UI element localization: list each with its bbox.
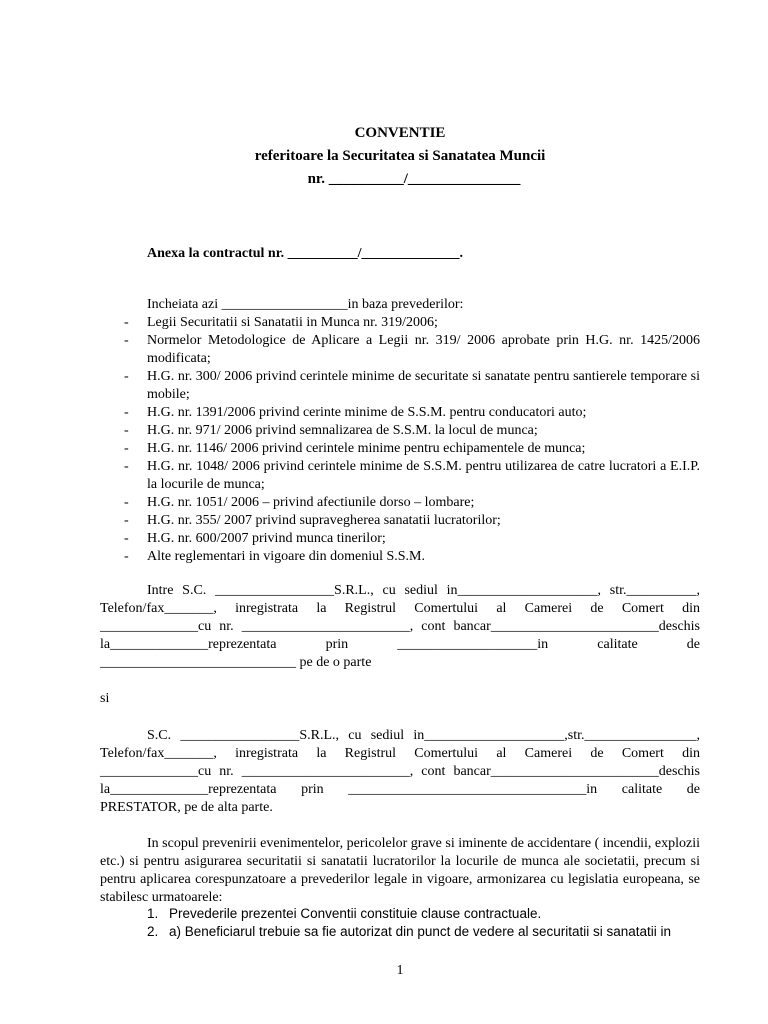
clauses-list xyxy=(100,905,700,941)
party2-line-1: S.C. _________________S.R.L., cu sediul in____________________,str.________________, xyxy=(147,728,700,743)
annex-line: Anexa la contractul nr. __________/______________. xyxy=(147,246,464,261)
party1-line-1: Intre S.C. _________________S.R.L., cu sediul in____________________, str.__________, xyxy=(147,583,700,598)
list-item: 1. Prevederile prezentei Conventii constituie clause contractuale. xyxy=(147,906,542,921)
legal-basis-list xyxy=(100,314,700,566)
list-item: - Alte reglementari in vigoare din domeniul S.S.M. xyxy=(124,549,426,564)
list-item: - H.G. nr. 1048/ 2006 privind cerintele minime de S.S.M. pentru utilizarea de catre lucratori a E.I.P. la locurile de munca; xyxy=(124,459,700,492)
party1-line-2: Telefon/fax_______, inregistrata la Registrul Comertului al Camerei de Comert din xyxy=(100,601,700,616)
conjunction: si xyxy=(100,691,110,706)
party1-line-4: la______________reprezentata prin ____________________in calitate de xyxy=(100,637,700,652)
document-number: nr. __________/_______________ xyxy=(307,171,521,187)
list-item: - H.G. nr. 1051/ 2006 – privind afectiunile dorso – lombare; xyxy=(124,495,475,510)
party2-line-5: PRESTATOR, pe de alta parte. xyxy=(100,800,273,815)
list-item: 2. a) Beneficiarul trebuie sa fie autorizat din punct de vedere al securitatii si sanatatii in xyxy=(147,924,672,939)
list-item: - H.G. nr. 600/2007 privind munca tinerilor; xyxy=(124,531,386,546)
purpose-paragraph: In scopul prevenirii evenimentelor, pericolelor grave si iminente de accidentare ( incendii, explozii etc.) si pentru asigurarea securitatii si sanatatii lucratorilor la locurile de munca ale societatii, precum si pentru aplicarea corespunzatoare a prevederilor legale in vigoare, armonizarea cu legislatia europeana, se stabilesc urmatoarele: xyxy=(100,836,700,905)
party2-line-2: Telefon/fax_______, inregistrata la Registrul Comertului al Camerei de Comert din xyxy=(100,746,700,761)
list-item: - H.G. nr. 971/ 2006 privind semnalizarea de S.S.M. la locul de munca; xyxy=(124,423,538,438)
list-item: - Normelor Metodologice de Aplicare a Legii nr. 319/ 2006 aprobate prin H.G. nr. 1425/2006 modificata; xyxy=(124,333,700,366)
list-item: - Legii Securitatii si Sanatatii in Munca nr. 319/2006; xyxy=(124,315,438,330)
list-item: - H.G. nr. 300/ 2006 privind cerintele minime de securitate si sanatate pentru santierele temporare si mobile; xyxy=(124,369,700,402)
party2-line-3: ______________cu nr. ________________________, cont bancar________________________deschis xyxy=(100,764,700,779)
document-subtitle: referitoare la Securitatea si Sanatatea Muncii xyxy=(254,148,546,164)
document-title: CONVENTIE xyxy=(354,125,446,141)
party2-line-4: la______________reprezentata prin __________________________________in calitate de xyxy=(100,782,700,797)
intro-line: Incheiata azi __________________in baza prevederilor: xyxy=(147,297,464,312)
list-item: - H.G. nr. 355/ 2007 privind supravegherea sanatatii lucratorilor; xyxy=(124,513,501,528)
list-item: - H.G. nr. 1146/ 2006 privind cerintele minime pentru echipamentele de munca; xyxy=(124,441,586,456)
party1-line-3: ______________cu nr. ________________________, cont bancar________________________deschis xyxy=(100,619,700,634)
party1-line-5: ____________________________ pe de o parte xyxy=(100,655,372,670)
page-number: 1 xyxy=(396,963,404,978)
list-item: - H.G. nr. 1391/2006 privind cerinte minime de S.S.M. pentru conducatori auto; xyxy=(124,405,587,420)
